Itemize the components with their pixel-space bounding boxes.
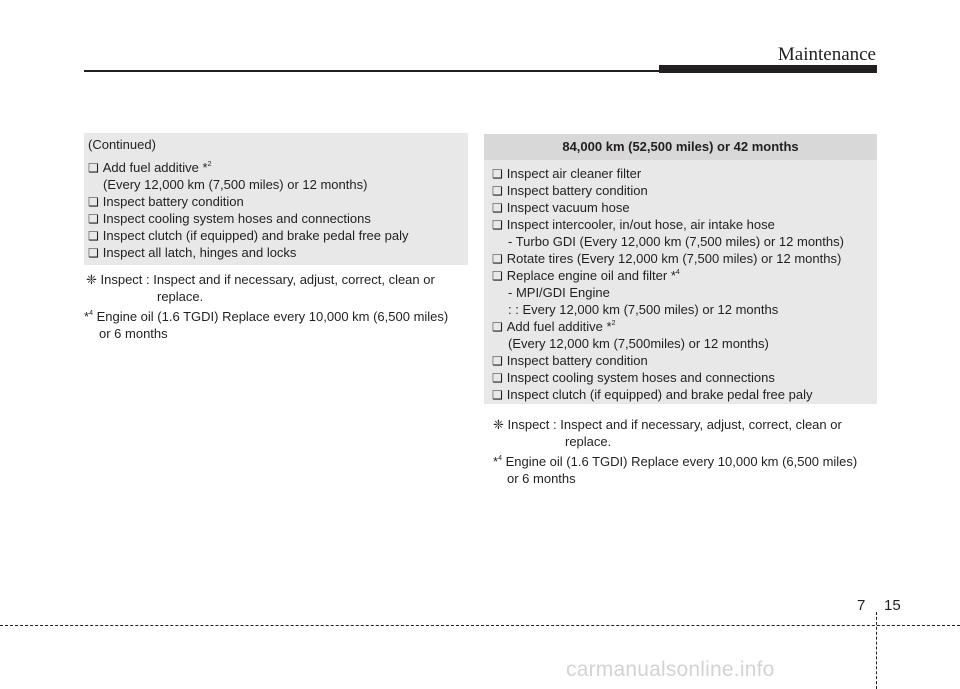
checklist-item: ❑ Inspect battery condition — [88, 194, 244, 209]
checkbox-icon: ❑ — [88, 195, 99, 209]
checklist-item-detail: (Every 12,000 km (7,500miles) or 12 months) — [508, 336, 769, 351]
checkbox-icon: ❑ — [88, 212, 99, 226]
footer-separator — [876, 612, 877, 689]
watermark: carmanualsonline.info — [566, 658, 775, 681]
checklist-item: ❑ Replace engine oil and filter *$^4$ — [492, 268, 680, 283]
chapter-number: 7 — [857, 597, 866, 614]
checklist-item: ❑ Inspect cooling system hoses and connections — [492, 370, 775, 385]
checklist-item-detail: : : Every 12,000 km (7,500 miles) or 12 months — [508, 302, 779, 317]
header-rule — [84, 70, 660, 72]
checkbox-icon: ❑ — [88, 246, 99, 260]
engine-oil-note-cont: or 6 months — [507, 471, 576, 486]
engine-oil-note: *$^4$ Engine oil (1.6 TGDI) Replace every 10,000 km (6,500 miles) — [493, 454, 858, 469]
checklist-item-detail: (Every 12,000 km (7,500 miles) or 12 months) — [103, 177, 368, 192]
checkbox-icon: ❑ — [492, 218, 503, 232]
engine-oil-note-cont: or 6 months — [99, 326, 168, 341]
checklist-item: ❑ Inspect vacuum hose — [492, 200, 630, 215]
interval-heading: 84,000 km (52,500 miles) or 42 months — [484, 134, 877, 160]
checklist-item: ❑ Inspect all latch, hinges and locks — [88, 245, 297, 260]
checklist-item: ❑ Inspect battery condition — [492, 353, 648, 368]
checkbox-icon: ❑ — [492, 252, 503, 266]
checklist-item: ❑ Inspect clutch (if equipped) and brake pedal free paly — [88, 228, 409, 243]
checkbox-icon: ❑ — [492, 184, 503, 198]
header-rule-accent — [659, 65, 877, 73]
right-checklist-panel — [484, 160, 877, 404]
checkbox-icon: ❑ — [492, 354, 503, 368]
checklist-item: ❑ Inspect battery condition — [492, 183, 648, 198]
checklist-item: ❑ Inspect intercooler, in/out hose, air intake hose — [492, 217, 775, 232]
checkbox-icon: ❑ — [492, 371, 503, 385]
section-title: Maintenance — [777, 44, 876, 65]
inspect-note: ❈ Inspect : Inspect and if necessary, adjust, correct, clean or — [493, 417, 842, 432]
checklist-item-detail: - MPI/GDI Engine — [508, 285, 610, 300]
engine-oil-note: *$^4$ Engine oil (1.6 TGDI) Replace every 10,000 km (6,500 miles) — [84, 309, 449, 324]
page-number: 15 — [884, 597, 901, 614]
inspect-note: ❈ Inspect : Inspect and if necessary, adjust, correct, clean or — [86, 272, 435, 287]
left-checklist-panel — [84, 133, 468, 265]
checkbox-icon: ❑ — [492, 320, 503, 334]
checklist-item: ❑ Inspect clutch (if equipped) and brake pedal free paly — [492, 387, 813, 402]
checklist-item: ❑ Inspect air cleaner filter — [492, 166, 642, 181]
checkbox-icon: ❑ — [492, 167, 503, 181]
inspect-note-cont: replace. — [157, 289, 204, 304]
checkbox-icon: ❑ — [492, 201, 503, 215]
checkbox-icon: ❑ — [492, 269, 503, 283]
footer-rule — [0, 625, 960, 626]
checklist-item: ❑ Rotate tires (Every 12,000 km (7,500 miles) or 12 months) — [492, 251, 842, 266]
continued-label: (Continued) — [88, 137, 156, 152]
checklist-item: ❑ Add fuel additive *$^2$ — [88, 160, 212, 175]
checklist-item-detail: - Turbo GDI (Every 12,000 km (7,500 miles) or 12 months) — [508, 234, 844, 249]
checkbox-icon: ❑ — [492, 388, 503, 402]
checkbox-icon: ❑ — [88, 229, 99, 243]
checklist-item: ❑ Add fuel additive *$^2$ — [492, 319, 616, 334]
checkbox-icon: ❑ — [88, 161, 99, 175]
inspect-note-cont: replace. — [565, 434, 612, 449]
checklist-item: ❑ Inspect cooling system hoses and connections — [88, 211, 371, 226]
